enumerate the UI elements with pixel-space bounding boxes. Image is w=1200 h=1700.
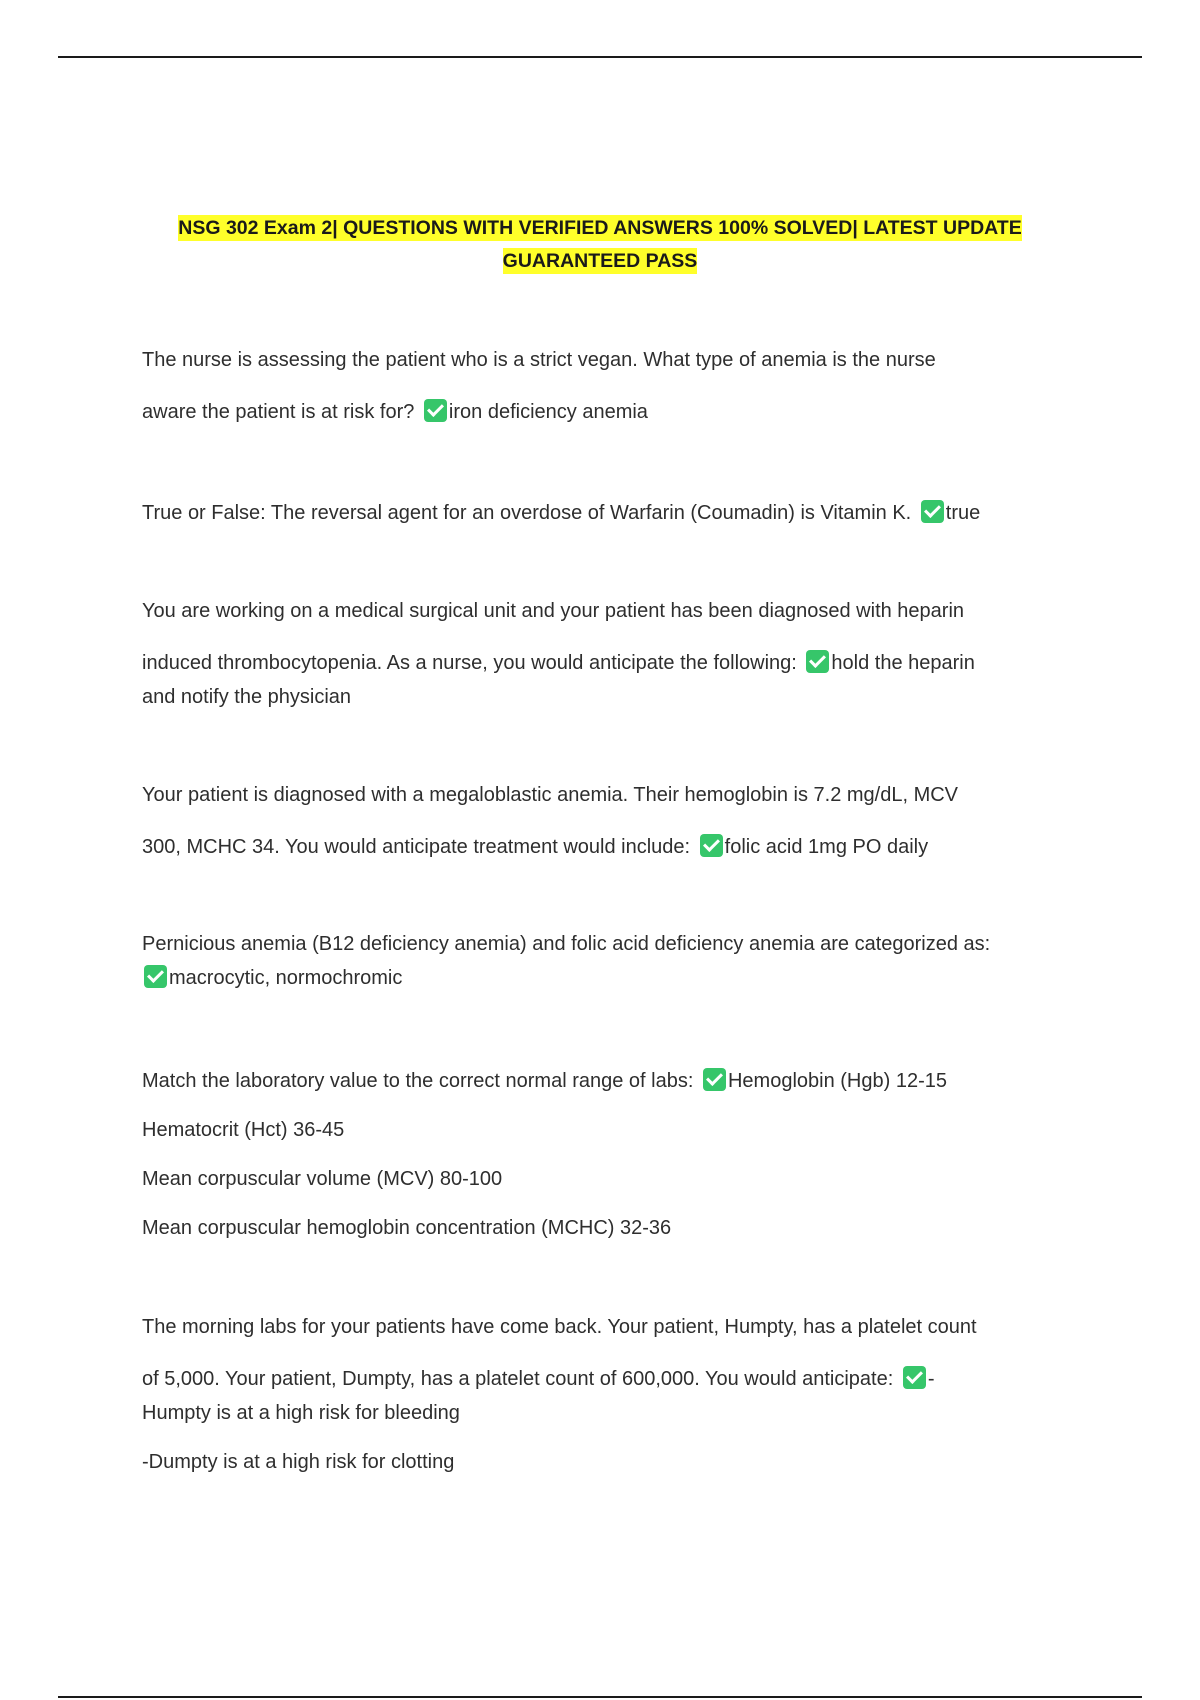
answer-text: Mean corpuscular hemoglobin concentration (MCHC) 32-36	[142, 1217, 672, 1239]
check-mark-icon	[424, 399, 447, 422]
qa-item-2	[142, 496, 1082, 530]
question-line: You are working on a medical surgical unit and your patient has been diagnosed with heparin	[142, 600, 965, 622]
qa-item-1	[142, 343, 1082, 429]
question-line: The nurse is assessing the patient who is a strict vegan. What type of anemia is the nurse	[142, 349, 936, 371]
document-title	[140, 212, 1060, 278]
question-line: of 5,000. Your patient, Dumpty, has a platelet count of 600,000. You would anticipate:	[142, 1368, 894, 1390]
header-rule	[58, 56, 1142, 58]
question-line: True or False: The reversal agent for an overdose of Warfarin (Coumadin) is Vitamin K.	[142, 502, 912, 524]
answer-text: iron deficiency anemia	[448, 401, 648, 423]
answer-text: Mean corpuscular volume (MCV) 80-100	[142, 1168, 503, 1190]
check-mark-icon	[921, 500, 944, 523]
question-line: aware the patient is at risk for?	[142, 401, 415, 423]
answer-text: Hematocrit (Hct) 36-45	[142, 1119, 345, 1141]
qa-item-4	[142, 778, 1082, 864]
question-line: Pernicious anemia (B12 deficiency anemia) and folic acid deficiency anemia are categorized as:	[142, 933, 991, 955]
check-mark-icon	[903, 1366, 926, 1389]
question-line: The morning labs for your patients have come back. Your patient, Humpty, has a platelet count	[142, 1316, 977, 1338]
question-line: induced thrombocytopenia. As a nurse, you would anticipate the following:	[142, 652, 797, 674]
check-mark-icon	[144, 965, 167, 988]
answer-text: true	[945, 502, 981, 524]
question-line: Your patient is diagnosed with a megaloblastic anemia. Their hemoglobin is 7.2 mg/dL, MCV	[142, 784, 959, 806]
check-mark-icon	[806, 650, 829, 673]
qa-item-5	[142, 927, 1082, 995]
answer-text: macrocytic, normochromic	[169, 967, 403, 989]
footer-rule	[58, 1696, 1142, 1698]
answer-text: folic acid 1mg PO daily	[724, 836, 929, 858]
title-line-2: GUARANTEED PASS	[502, 250, 698, 272]
answer-text: Hemoglobin (Hgb) 12-15	[727, 1070, 947, 1092]
qa-item-3	[142, 594, 1082, 714]
check-mark-icon	[703, 1068, 726, 1091]
check-mark-icon	[700, 834, 723, 857]
question-line: 300, MCHC 34. You would anticipate treatment would include:	[142, 836, 691, 858]
answer-text: hold the heparin	[831, 652, 975, 674]
qa-item-6	[142, 1064, 1082, 1245]
qa-item-7	[142, 1310, 1082, 1479]
answer-text: -	[927, 1368, 935, 1390]
title-line-1: NSG 302 Exam 2| QUESTIONS WITH VERIFIED ANSWERS 100% SOLVED| LATEST UPDATE	[178, 217, 1022, 239]
question-line: Match the laboratory value to the correct normal range of labs:	[142, 1070, 694, 1092]
answer-text: and notify the physician	[142, 686, 352, 708]
answer-text: -Dumpty is at a high risk for clotting	[142, 1451, 455, 1473]
answer-text: Humpty is at a high risk for bleeding	[142, 1402, 460, 1424]
